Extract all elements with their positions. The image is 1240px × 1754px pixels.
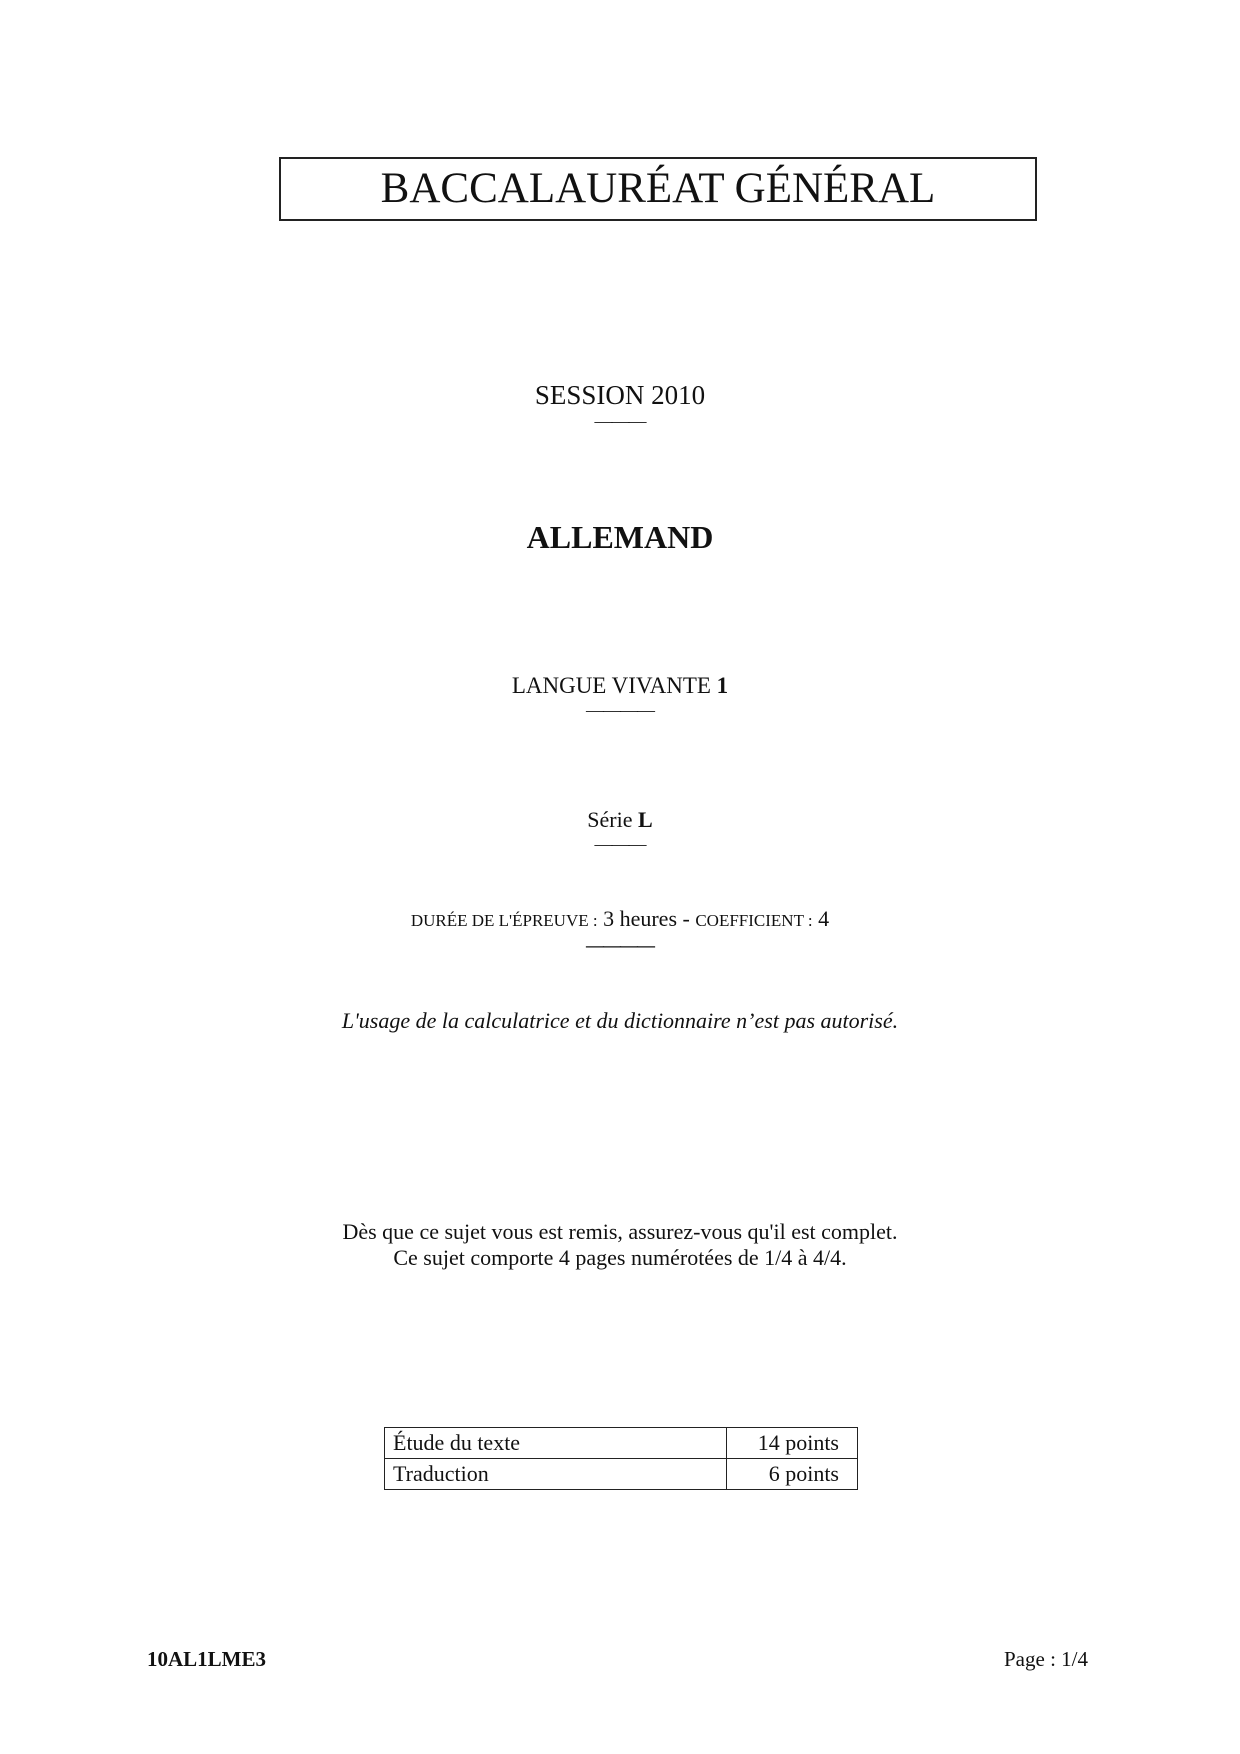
duree-dash: - xyxy=(682,906,690,931)
table-row xyxy=(385,1459,858,1490)
langue-number: 1 xyxy=(716,673,729,698)
table-row xyxy=(385,1428,858,1459)
score-points: 6 points xyxy=(727,1459,858,1490)
coefficient-value: 4 xyxy=(818,906,830,931)
score-table xyxy=(384,1427,858,1490)
serie-line xyxy=(0,806,1240,834)
exam-title-box xyxy=(279,157,1037,221)
duree-separator: ———— xyxy=(586,935,654,955)
serie-letter: L xyxy=(638,807,653,832)
langue-text: LANGUE VIVANTE xyxy=(511,673,711,698)
instructions-line-2: Ce sujet comporte 4 pages numérotées de 1/4 à 4/4. xyxy=(393,1245,847,1270)
langue-block xyxy=(0,672,1240,720)
score-label: Traduction xyxy=(385,1459,727,1490)
session-block xyxy=(0,379,1240,431)
coefficient-label: COEFFICIENT : xyxy=(695,911,813,930)
duree-label: DURÉE DE L'ÉPREUVE : xyxy=(410,911,598,930)
langue-line xyxy=(0,672,1240,700)
session-label: SESSION 2010 xyxy=(534,380,706,410)
instructions-line-1: Dès que ce sujet vous est remis, assurez-vous qu'il est complet. xyxy=(342,1219,898,1244)
serie-separator: ——— xyxy=(594,834,646,854)
score-points: 14 points xyxy=(727,1428,858,1459)
footer-page-number: Page : 1/4 xyxy=(1004,1647,1088,1671)
duree-block xyxy=(0,905,1240,955)
serie-block xyxy=(0,806,1240,854)
duree-line xyxy=(0,905,1240,935)
instructions-block xyxy=(0,1219,1240,1271)
footer-code: 10AL1LME3 xyxy=(147,1647,267,1671)
exam-title: BACCALAURÉAT GÉNÉRAL xyxy=(380,165,936,212)
serie-text: Série xyxy=(587,807,633,832)
subject-title: ALLEMAND xyxy=(526,519,714,555)
calculator-notice: L'usage de la calculatrice et du dictionnaire n’est pas autorisé. xyxy=(341,1008,899,1033)
langue-separator: ———— xyxy=(586,700,654,720)
session-separator: ——— xyxy=(594,411,646,431)
score-label: Étude du texte xyxy=(385,1428,727,1459)
duree-hours: 3 heures xyxy=(603,906,678,931)
